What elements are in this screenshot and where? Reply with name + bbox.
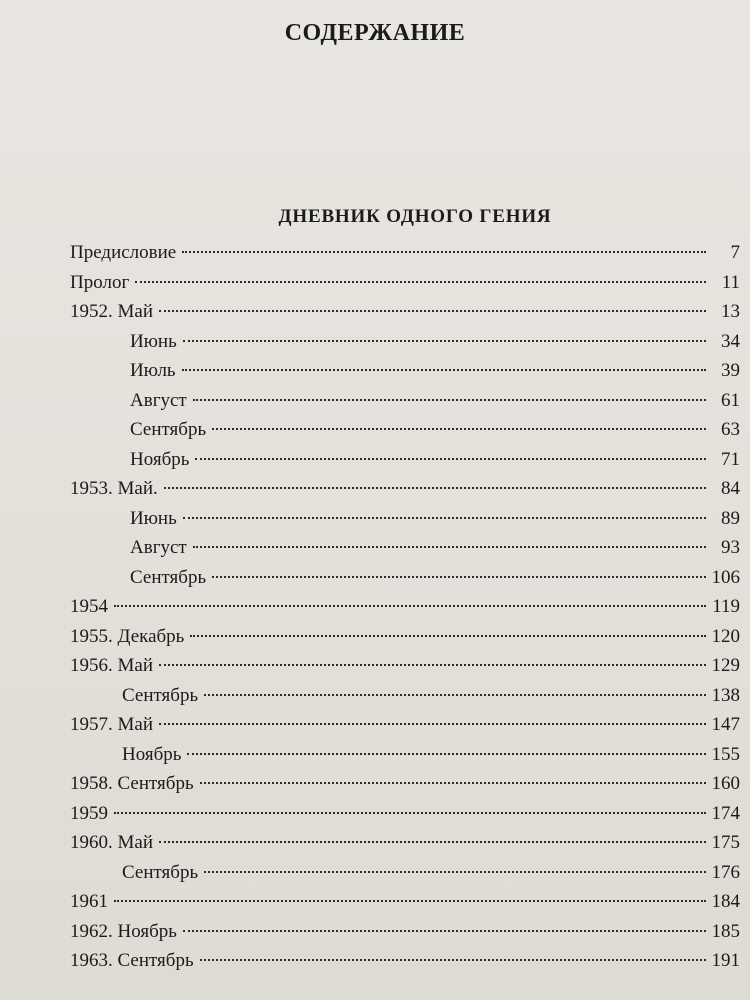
entry-page-number: 155 [711, 743, 740, 765]
dot-leader [183, 930, 706, 932]
dot-leader [135, 281, 706, 283]
toc-entry [70, 445, 740, 475]
entry-page-number: 176 [711, 861, 740, 883]
entry-label: Сентябрь [130, 566, 207, 588]
entry-page-number: 89 [721, 507, 740, 529]
dot-leader [193, 399, 706, 401]
entry-page-number: 93 [721, 537, 740, 558]
dot-leader [114, 900, 706, 902]
entry-page-number: 184 [711, 891, 740, 912]
entry-label: 1963. Сентябрь [70, 950, 194, 971]
toc-entry [70, 563, 740, 593]
entry-label: Ноябрь [130, 448, 190, 470]
entry-page-number: 129 [711, 655, 740, 676]
toc-entry [70, 917, 740, 947]
entry-label: 1961 [70, 891, 108, 912]
entry-page-number: 11 [721, 271, 740, 293]
table-of-contents [70, 238, 740, 976]
entry-label: 1957. Май [70, 714, 153, 735]
dot-leader [159, 664, 706, 666]
dot-leader [212, 428, 706, 430]
toc-entry [70, 238, 740, 268]
toc-entry [70, 858, 740, 888]
entry-label: Июнь [130, 507, 177, 529]
toc-entry [70, 710, 740, 740]
entry-label: Предисловие [70, 242, 177, 263]
dot-leader [183, 517, 706, 519]
dot-leader [159, 310, 706, 312]
toc-entry [70, 887, 740, 917]
toc-entry [70, 740, 740, 770]
entry-label: 1962. Ноябрь [70, 920, 177, 942]
toc-entry [70, 828, 740, 858]
toc-entry [70, 415, 740, 445]
entry-label: Июль [130, 360, 176, 381]
toc-entry [70, 769, 740, 799]
toc-entry [70, 504, 740, 534]
toc-entry [70, 327, 740, 357]
entry-page-number: 191 [711, 950, 740, 971]
entry-label: 1960. Май [70, 832, 153, 853]
entry-label: Сентябрь [122, 684, 199, 706]
entry-page-number: 61 [721, 389, 740, 411]
dot-leader [187, 753, 705, 755]
page-title: СОДЕРЖАНИЕ [284, 20, 466, 46]
dot-leader [204, 694, 705, 696]
entry-label: 1953. Май. [70, 478, 158, 499]
entry-page-number: 138 [711, 684, 740, 706]
toc-entry [70, 356, 740, 386]
entry-page-number: 13 [721, 301, 740, 322]
toc-entry [70, 533, 740, 563]
entry-page-number: 120 [711, 625, 740, 647]
entry-page-number: 63 [721, 419, 740, 440]
toc-entry [70, 297, 740, 327]
toc-entry [70, 474, 740, 504]
entry-page-number: 84 [721, 478, 740, 499]
section-title: ДНЕВНИК ОДНОГО ГЕНИЯ [278, 206, 552, 227]
dot-leader [182, 369, 706, 371]
toc-entry [70, 622, 740, 652]
dot-leader [114, 812, 706, 814]
entry-page-number: 119 [712, 596, 740, 617]
dot-leader [204, 871, 705, 873]
dot-leader [183, 340, 706, 342]
dot-leader [164, 487, 706, 489]
toc-entry [70, 799, 740, 829]
entry-label: Сентябрь [130, 419, 207, 440]
dot-leader [200, 782, 706, 784]
dot-leader [200, 959, 706, 961]
entry-page-number: 160 [711, 773, 740, 794]
entry-page-number: 175 [711, 832, 740, 853]
entry-label: 1959 [70, 802, 108, 824]
entry-label: Июнь [130, 330, 177, 352]
toc-entry [70, 651, 740, 681]
dot-leader [114, 605, 706, 607]
toc-entry [70, 681, 740, 711]
entry-page-number: 39 [721, 360, 740, 381]
toc-entry [70, 946, 740, 976]
entry-label: Август [130, 537, 187, 558]
dot-leader [159, 723, 706, 725]
toc-entry [70, 592, 740, 622]
dot-leader [195, 458, 706, 460]
toc-entry [70, 268, 740, 298]
dot-leader [212, 576, 705, 578]
entry-label: Ноябрь [122, 743, 182, 765]
entry-label: 1956. Май [70, 655, 153, 676]
dot-leader [159, 841, 706, 843]
entry-label: Август [130, 389, 187, 411]
entry-page-number: 34 [721, 330, 740, 352]
entry-label: Пролог [70, 271, 130, 293]
entry-label: 1952. Май [70, 301, 153, 322]
entry-label: 1955. Декабрь [70, 625, 185, 647]
entry-label: 1958. Сентябрь [70, 773, 194, 794]
entry-page-number: 185 [711, 920, 740, 942]
entry-label: 1954 [70, 596, 108, 617]
entry-page-number: 174 [711, 802, 740, 824]
entry-page-number: 147 [711, 714, 740, 735]
dot-leader [182, 251, 706, 253]
entry-page-number: 106 [711, 566, 740, 588]
entry-label: Сентябрь [122, 861, 199, 883]
toc-entry [70, 386, 740, 416]
entry-page-number: 71 [721, 448, 740, 470]
dot-leader [193, 546, 706, 548]
entry-page-number: 7 [730, 242, 740, 263]
dot-leader [190, 635, 705, 637]
